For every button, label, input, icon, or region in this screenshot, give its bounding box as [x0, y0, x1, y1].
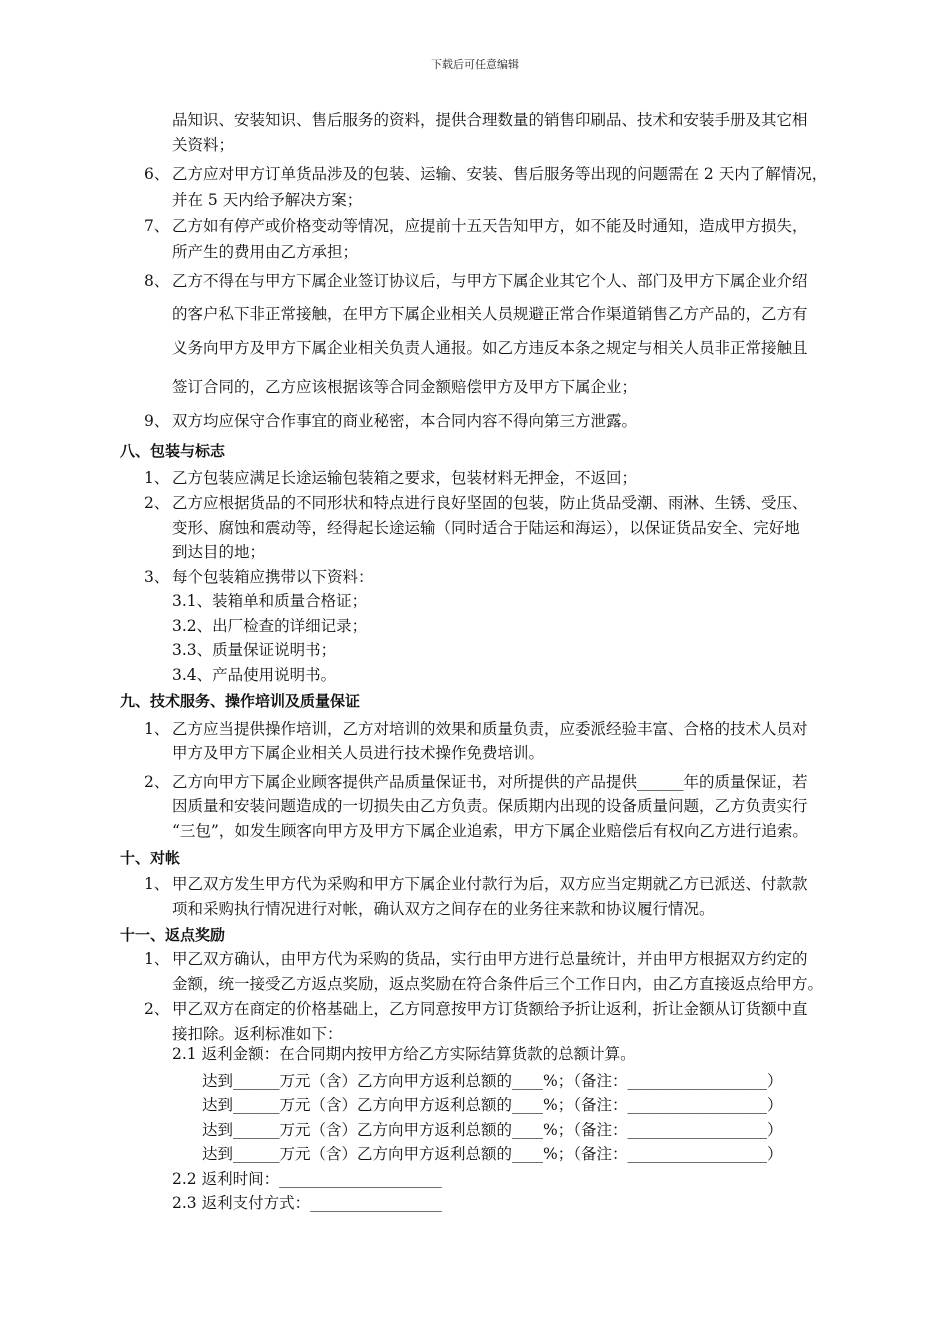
- line-text: 2.1 返利金额：在合同期内按甲方给乙方实际结算货款的总额计算。: [172, 1045, 636, 1063]
- item-number: 8、: [144, 272, 170, 290]
- line-text: 乙方如有停产或价格变动等情况，应提前十五天告知甲方，如不能及时通知，造成甲方损失，: [172, 217, 808, 235]
- item-number: 2、: [144, 773, 170, 791]
- line-text: 接扣除。返利标准如下：: [172, 1025, 343, 1043]
- line-text: 乙方应根据货品的不同形状和特点进行良好坚固的包装，防止货品受潮、雨淋、生锈、受压、: [172, 494, 808, 512]
- section-heading-text: 八、包装与标志: [120, 442, 226, 460]
- section-heading-text: 九、技术服务、操作培训及质量保证: [120, 692, 361, 710]
- line-text: 甲乙双方确认，由甲方代为采购的货品，实行由甲方进行总量统计，并由甲方根据双方约定的: [172, 950, 808, 968]
- line-text: 双方均应保守合作事宜的商业秘密，本合同内容不得向第三方泄露。: [172, 412, 638, 430]
- line-text: 并在 5 天内给予解决方案；: [172, 191, 363, 209]
- line-text: 到达目的地；: [172, 543, 266, 561]
- line-text: 达到______万元（含）乙方向甲方返利总额的____%；（备注：__________________）: [202, 1145, 783, 1163]
- line-text: 的客户私下非正常接触，在甲方下属企业相关人员规避正常合作渠道销售乙方产品的，乙方有: [172, 305, 808, 323]
- line-text: 项和采购执行情况进行对帐，确认双方之间存在的业务往来款和协议履行情况。: [172, 900, 715, 918]
- item-number: 1、: [144, 720, 170, 738]
- line-text: 2.2 返利时间：_____________________: [172, 1170, 442, 1188]
- line-text: 所产生的费用由乙方承担；: [172, 243, 359, 261]
- line-text: 变形、腐蚀和震动等，经得起长途运输（同时适合于陆运和海运），以保证货品安全、完好地: [172, 519, 800, 537]
- line-text: 3.4、产品使用说明书。: [172, 666, 337, 684]
- line-text: 乙方包装应满足长途运输包装箱之要求，包装材料无押金，不返回；: [172, 469, 638, 487]
- line-text: 乙方向甲方下属企业顾客提供产品质量保证书，对所提供的产品提供______年的质量保证，若: [172, 773, 808, 791]
- line-text: 金额，统一接受乙方返点奖励，返点奖励在符合条件后三个工作日内，由乙方直接返点给甲方。: [172, 975, 824, 993]
- item-number: 2、: [144, 494, 170, 512]
- section-heading-text: 十、对帐: [120, 849, 181, 867]
- line-text: 达到______万元（含）乙方向甲方返利总额的____%；（备注：__________________）: [202, 1072, 783, 1090]
- line-text: 关资料；: [172, 136, 235, 154]
- item-number: 2、: [144, 1000, 170, 1018]
- line-text: 品知识、安装知识、售后服务的资料，提供合理数量的销售印刷品、技术和安装手册及其它相: [172, 111, 808, 129]
- line-text: 3.3、质量保证说明书；: [172, 641, 337, 659]
- line-text: 因质量和安装问题造成的一切损失由乙方负责。保质期内出现的设备质量问题，乙方负责实行: [172, 797, 808, 815]
- line-text: 达到______万元（含）乙方向甲方返利总额的____%；（备注：__________________）: [202, 1096, 783, 1114]
- page-header: 下载后可任意编辑: [431, 58, 519, 71]
- line-text: 甲方及甲方下属企业相关人员进行技术操作免费培训。: [172, 744, 545, 762]
- line-text: 义务向甲方及甲方下属企业相关负责人通报。如乙方违反本条之规定与相关人员非正常接触且: [172, 339, 808, 357]
- line-text: 2.3 返利支付方式：_________________: [172, 1194, 442, 1212]
- line-text: 每个包装箱应携带以下资料：: [172, 568, 374, 586]
- item-number: 1、: [144, 875, 170, 893]
- line-text: 乙方应当提供操作培训，乙方对培训的效果和质量负责，应委派经验丰富、合格的技术人员对: [172, 720, 808, 738]
- line-text: 甲乙双方在商定的价格基础上，乙方同意按甲方订货额给予折让返利，折让金额从订货额中直: [172, 1000, 808, 1018]
- line-text: 乙方不得在与甲方下属企业签订协议后，与甲方下属企业其它个人、部门及甲方下属企业介绍: [172, 272, 808, 290]
- item-number: 1、: [144, 469, 170, 487]
- item-number: 1、: [144, 950, 170, 968]
- line-text: 达到______万元（含）乙方向甲方返利总额的____%；（备注：__________________）: [202, 1121, 783, 1139]
- item-number: 7、: [144, 217, 170, 235]
- item-number: 6、: [144, 165, 170, 183]
- line-text: 甲乙双方发生甲方代为采购和甲方下属企业付款行为后，双方应当定期就乙方已派送、付款款: [172, 875, 808, 893]
- item-number: 9、: [144, 412, 170, 430]
- line-text: “三包”，如发生顾客向甲方及甲方下属企业追索，甲方下属企业赔偿后有权向乙方进行追索。: [172, 822, 808, 840]
- section-heading-text: 十一、返点奖励: [120, 926, 226, 944]
- line-text: 签订合同的，乙方应该根据该等合同金额赔偿甲方及甲方下属企业；: [172, 378, 638, 396]
- line-text: 3.1、装箱单和质量合格证；: [172, 592, 368, 610]
- item-number: 3、: [144, 568, 170, 586]
- line-text: 3.2、出厂检查的详细记录；: [172, 617, 368, 635]
- line-text: 乙方应对甲方订单货品涉及的包装、运输、安装、售后服务等出现的问题需在 2 天内了解情况，: [172, 165, 828, 183]
